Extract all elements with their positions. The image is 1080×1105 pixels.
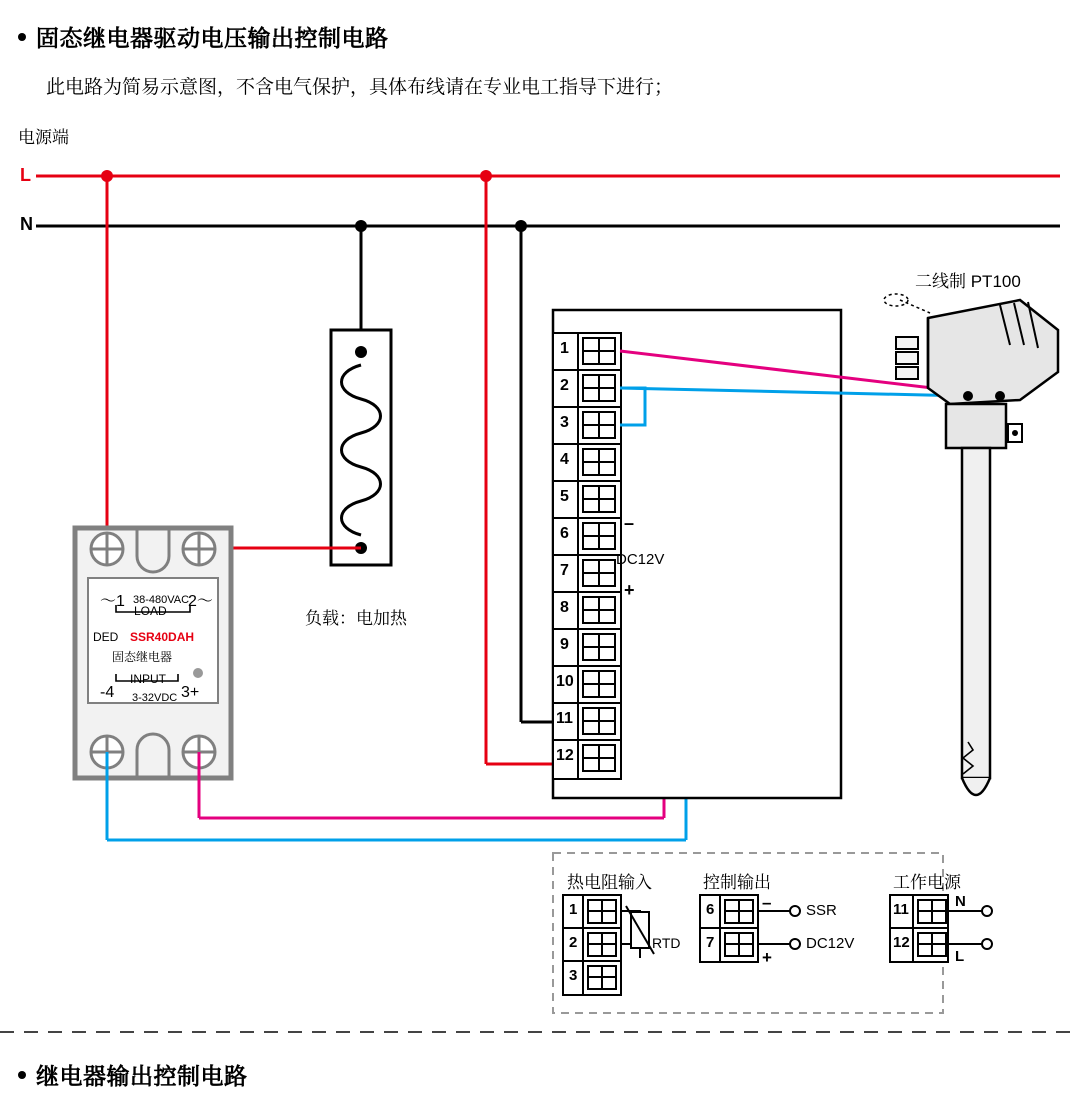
legend-g1-terminal-1: 1	[569, 901, 578, 918]
section1-title: 固态继电器驱动电压输出控制电路	[36, 25, 389, 51]
ssr-brand: DED	[93, 630, 119, 644]
legend-g3-terminal-11: 11	[893, 901, 909, 918]
legend-g2-label-dc: DC12V	[806, 935, 855, 952]
load-label: 负载：电加热	[305, 609, 407, 628]
section1-note: 此电路为简易示意图，不含电气保护，具体布线请在专业电工指导下进行；	[46, 77, 674, 98]
legend-g2-terminal-6: 6	[706, 901, 715, 918]
pt100-sensor	[884, 294, 1058, 795]
terminal-number-1: 1	[560, 340, 569, 357]
terminal-dc-label: DC12V	[616, 551, 665, 568]
ssr-input-minus: -4	[100, 684, 115, 701]
legend-g2-plus: +	[762, 948, 772, 967]
legend-g3-label-n: N	[955, 893, 966, 910]
terminal-minus-sign: –	[624, 513, 635, 533]
terminal-number-8: 8	[560, 599, 569, 616]
legend-group1-title: 热电阻输入	[567, 873, 652, 892]
sensor-head	[928, 300, 1058, 404]
legend-g2-terminal-7: 7	[706, 934, 715, 951]
ssr-input-plus: 3+	[181, 684, 200, 701]
legend-group2-terminals	[700, 895, 800, 962]
legend-group2-title: 控制输出	[703, 873, 771, 892]
terminal-number-3: 3	[560, 414, 569, 431]
terminal-number-7: 7	[560, 562, 569, 579]
ssr-input-text: INPUT	[130, 672, 166, 686]
terminal-number-11: 11	[556, 710, 573, 727]
ssr-led	[193, 668, 203, 678]
terminal-number-12: 12	[556, 747, 574, 764]
legend-g2-label-ssr: SSR	[806, 902, 837, 919]
sensor-probe	[962, 448, 990, 778]
section2-title: 继电器输出控制电路	[36, 1063, 248, 1089]
ssr-dc-range: 3-32VDC	[132, 692, 178, 704]
terminal-number-9: 9	[560, 636, 569, 653]
terminal-plus-sign: +	[624, 580, 635, 600]
legend-group3-title: 工作电源	[893, 873, 961, 892]
legend-g1-terminal-3: 3	[569, 967, 578, 984]
terminal-number-10: 10	[556, 673, 574, 690]
power-source-label: 电源端	[18, 128, 69, 147]
line-n-label: N	[20, 214, 33, 234]
legend-g3-label-l: L	[955, 948, 965, 965]
legend-g3-terminal-12: 12	[893, 934, 910, 951]
sensor-cap-dots	[900, 300, 930, 313]
terminal-number-5: 5	[560, 488, 569, 505]
bullet-icon-2	[18, 1071, 26, 1079]
sensor-neck	[946, 404, 1006, 448]
legend-g1-terminal-2: 2	[569, 934, 578, 951]
ssr-load-text: LOAD	[134, 604, 167, 618]
sensor-gland-1	[896, 337, 918, 349]
line-l-label: L	[20, 165, 31, 185]
terminal-number-4: 4	[560, 451, 569, 468]
ssr-top-left-mark: ～1	[100, 593, 125, 610]
sensor-tag-hole	[1012, 430, 1018, 436]
sensor-cap-ellipse	[884, 294, 908, 306]
sensor-gland-2	[896, 352, 918, 364]
terminal-number-6: 6	[560, 525, 569, 542]
legend-g2-minus: –	[762, 893, 772, 912]
sensor-label: 二线制 PT100	[915, 272, 1021, 291]
heater-top-terminal	[355, 346, 367, 358]
legend-g1-device: RTD	[652, 935, 681, 951]
terminal-number-2: 2	[560, 377, 569, 394]
sensor-terminal-a	[995, 391, 1005, 401]
ssr-model: SSR40DAH	[130, 630, 195, 644]
sensor-terminal-b	[963, 391, 973, 401]
ssr-cn-name: 固态继电器	[112, 650, 173, 664]
sensor-probe-tip	[962, 778, 990, 795]
section2-heading	[18, 1058, 248, 1091]
sensor-gland-3	[896, 367, 918, 379]
ssr-ac-range: 38-480VAC	[133, 594, 190, 606]
ssr-top-right-mark: 2～	[188, 593, 213, 610]
